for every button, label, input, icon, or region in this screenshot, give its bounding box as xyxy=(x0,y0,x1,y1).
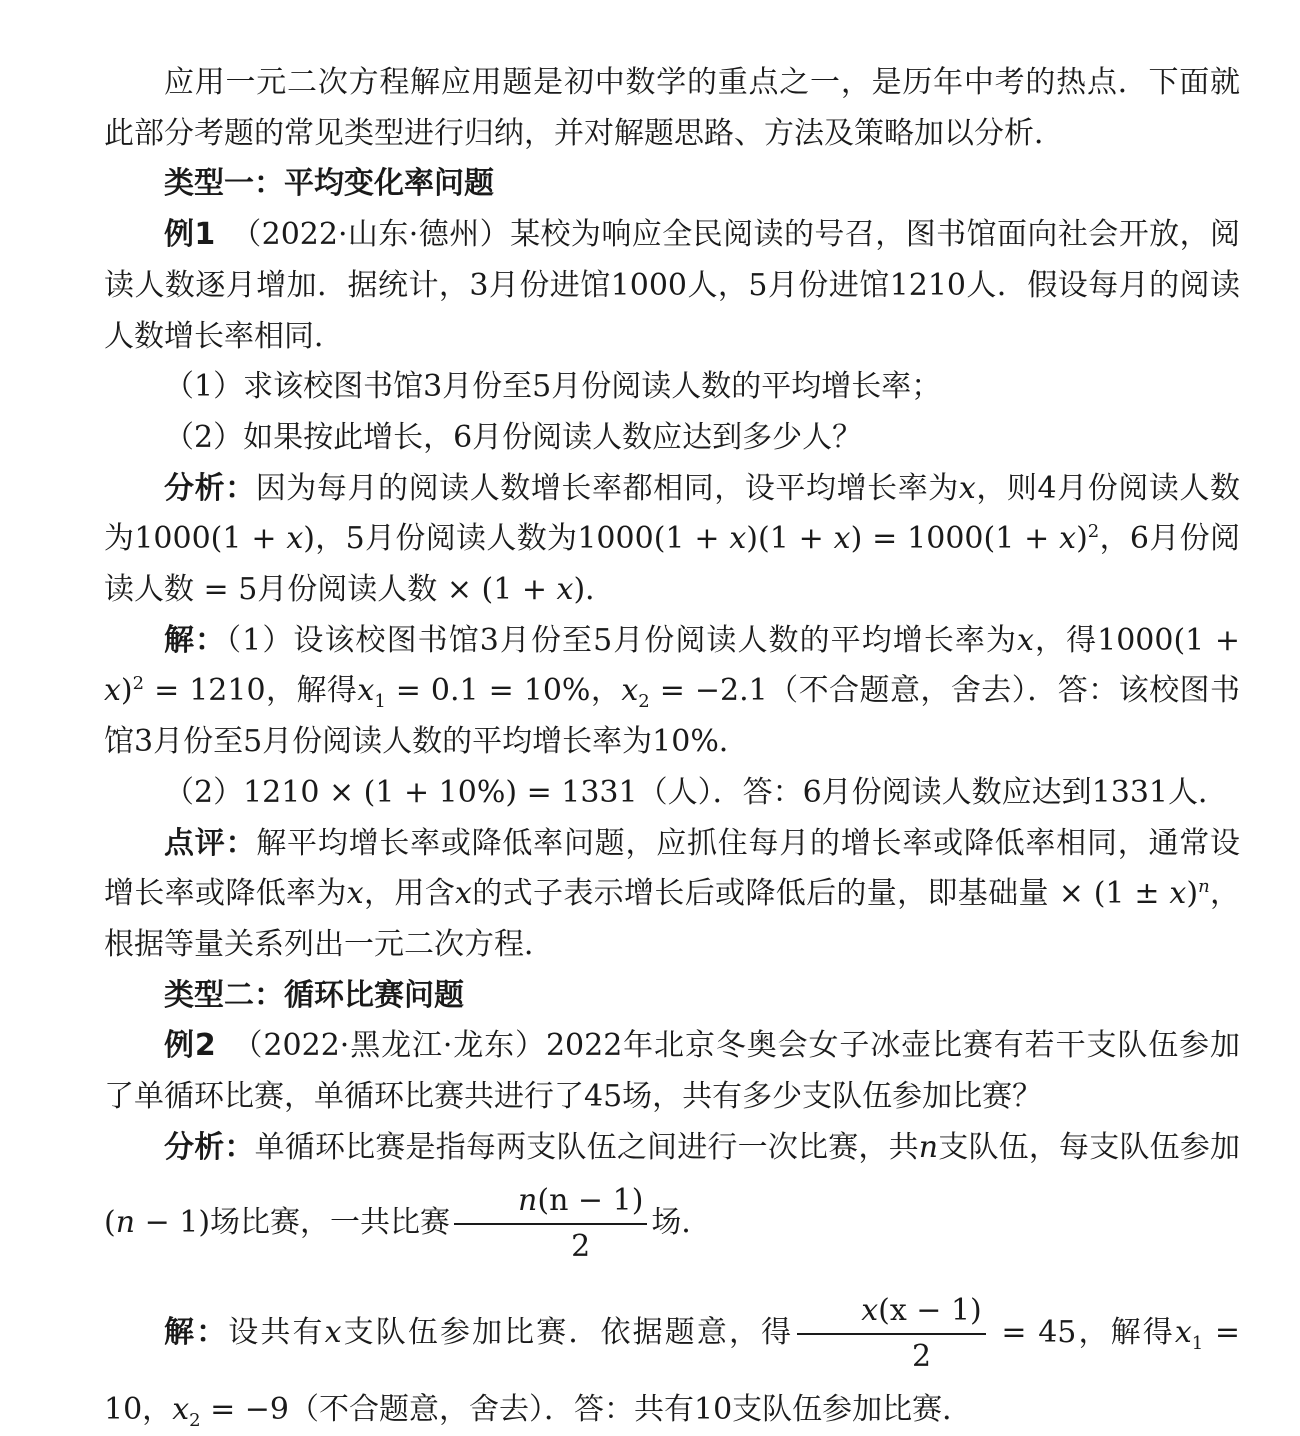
comment-text: 的式子表示增长后或降低后的量，即基础量 × (1 ± xyxy=(471,876,1170,912)
type2-heading-text: 类型二：循环比赛问题 xyxy=(164,977,464,1013)
var-x: x xyxy=(958,470,976,506)
type2-heading xyxy=(104,971,1240,1022)
example1-comment xyxy=(104,819,1240,971)
analysis-text: 支队伍，每支队伍参加( xyxy=(104,1129,1241,1241)
analysis-text: 场． xyxy=(651,1205,712,1241)
solution-text: = 0.1 = 10%， xyxy=(385,673,622,709)
fraction-numerator xyxy=(454,1179,647,1225)
question1-text: （1）求该校图书馆3月份至5月份阅读人数的平均增长率； xyxy=(164,369,942,405)
subscript: 1 xyxy=(1191,1333,1204,1355)
solution-label: 解： xyxy=(164,622,227,658)
var-x: x xyxy=(729,521,747,557)
fraction-denominator: 2 xyxy=(911,1339,932,1375)
example1-question2 xyxy=(104,413,1240,464)
var-n: n xyxy=(518,1183,538,1219)
var-x: x xyxy=(1169,876,1187,912)
var-x: x xyxy=(833,521,851,557)
exponent: 2 xyxy=(1087,521,1100,543)
analysis-text: )(1 + xyxy=(746,521,834,557)
comment-label: 点评： xyxy=(164,825,257,861)
var-x: x xyxy=(1059,521,1077,557)
solution-text: ，得1000(1 + xyxy=(1033,622,1241,658)
var-x: x xyxy=(357,673,375,709)
solution-text: ) xyxy=(120,673,133,709)
var-n: n xyxy=(918,1129,939,1165)
type1-heading xyxy=(104,159,1240,210)
solution-text: = 45，解得 xyxy=(989,1315,1175,1351)
analysis-text: 因为每月的阅读人数增长率都相同，设平均增长率为 xyxy=(255,470,959,506)
example2-paragraph xyxy=(104,1021,1240,1122)
subscript: 2 xyxy=(638,691,650,713)
subscript: 2 xyxy=(189,1410,201,1432)
solution-text: （1）设该校图书馆3月份至5月份阅读人数的平均增长率为 xyxy=(226,622,1018,658)
example2-label: 例2 xyxy=(164,1028,216,1064)
example1-solution2 xyxy=(104,768,1240,819)
var-x: x xyxy=(346,876,364,912)
example2-solution xyxy=(104,1283,1240,1436)
analysis-text: ) = 1000(1 + xyxy=(850,521,1060,557)
fraction-numerator xyxy=(797,1289,986,1335)
var-x: x xyxy=(1017,622,1034,658)
example2-text: （2022·黑龙江·龙东）2022年北京冬奥会女子冰壶比赛有若干支队伍参加了单循环比赛，单循环比赛共进行了45场，共有多少支队伍参加比赛？ xyxy=(104,1028,1241,1115)
analysis-text: )． xyxy=(573,572,616,608)
analysis-text: ，6月份阅读人数 = 5月份阅读人数 × (1 + xyxy=(104,521,1240,608)
numerator-text: (n − 1) xyxy=(537,1183,644,1219)
analysis-text: ，则4月份阅读人数为1000(1 + xyxy=(104,470,1241,557)
solution-text: 支队伍参加比赛．依据题意，得 xyxy=(341,1315,794,1351)
fraction xyxy=(797,1289,986,1379)
example1-paragraph xyxy=(104,210,1240,362)
example1-label: 例1 xyxy=(164,217,216,253)
comment-text: ，用含 xyxy=(363,876,456,912)
numerator-text: (x − 1) xyxy=(878,1293,982,1329)
intro-text: 应用一元二次方程解应用题是初中数学的重点之一，是历年中考的热点．下面就此部分考题的常见类型进行归纳，并对解题思路、方法及策略加以分析． xyxy=(104,65,1240,151)
solution2-text: （2）1210 × (1 + 10%) = 1331（人）．答：6月份阅读人数应达到1331人． xyxy=(164,774,1229,810)
analysis-label: 分析： xyxy=(164,470,256,506)
analysis-text: 单循环比赛是指每两支队伍之间进行一次比赛，共 xyxy=(254,1129,919,1165)
example1-analysis xyxy=(104,464,1240,616)
solution-text: = 1210，解得 xyxy=(144,673,358,709)
intro-paragraph xyxy=(104,58,1240,159)
exponent: n xyxy=(1198,876,1210,898)
analysis-label: 分析： xyxy=(164,1129,255,1165)
analysis-text: )，5月份阅读人数为1000(1 + xyxy=(303,521,730,557)
fraction xyxy=(454,1179,647,1269)
solution-label: 解： xyxy=(164,1315,229,1351)
exponent: 2 xyxy=(132,673,145,695)
solution-text: = −9（不合题意，舍去）．答：共有10支队伍参加比赛． xyxy=(200,1392,973,1428)
type1-heading-text: 类型一：平均变化率问题 xyxy=(164,166,494,202)
fraction-denominator: 2 xyxy=(571,1229,591,1265)
solution-text: = −2.1（不合题意，舍去）．答：该校图书馆3月份至5月份阅读人数的平均增长率为10%． xyxy=(104,673,1241,760)
example1-question1 xyxy=(104,362,1240,413)
solution-text: = 10， xyxy=(104,1315,1241,1428)
var-x: x xyxy=(324,1315,342,1351)
var-x: x xyxy=(286,521,304,557)
subscript: 1 xyxy=(374,691,386,713)
question2-text: （2）如果按此增长，6月份阅读人数应达到多少人？ xyxy=(164,419,863,455)
var-x: x xyxy=(621,673,639,709)
var-x: x xyxy=(172,1392,190,1428)
comment-text: 解平均增长率或降低率问题，应抓住每月的增长率或降低率相同，通常设增长率或降低率为 xyxy=(104,825,1241,912)
example2-analysis xyxy=(104,1123,1240,1276)
comment-text: ) xyxy=(1186,876,1199,912)
var-x: x xyxy=(1174,1315,1192,1351)
var-x: x xyxy=(104,673,121,709)
comment-text: ，根据等量关系列出一元二次方程． xyxy=(104,876,1240,962)
var-x: x xyxy=(455,876,472,912)
var-x: x xyxy=(861,1293,879,1329)
document-page xyxy=(104,58,1240,1436)
var-x: x xyxy=(556,572,574,608)
var-n: n xyxy=(115,1205,136,1241)
solution-text: 设共有 xyxy=(228,1315,325,1351)
analysis-text: ) xyxy=(1076,521,1088,557)
example1-text: （2022·山东·德州）某校为响应全民阅读的号召，图书馆面向社会开放，阅读人数逐月增加．据统计，3月份进馆1000人，5月份进馆1210人．假设每月的阅读人数增长率相同． xyxy=(104,217,1241,354)
analysis-text: − 1)场比赛，一共比赛 xyxy=(135,1205,451,1241)
example1-solution xyxy=(104,616,1240,768)
